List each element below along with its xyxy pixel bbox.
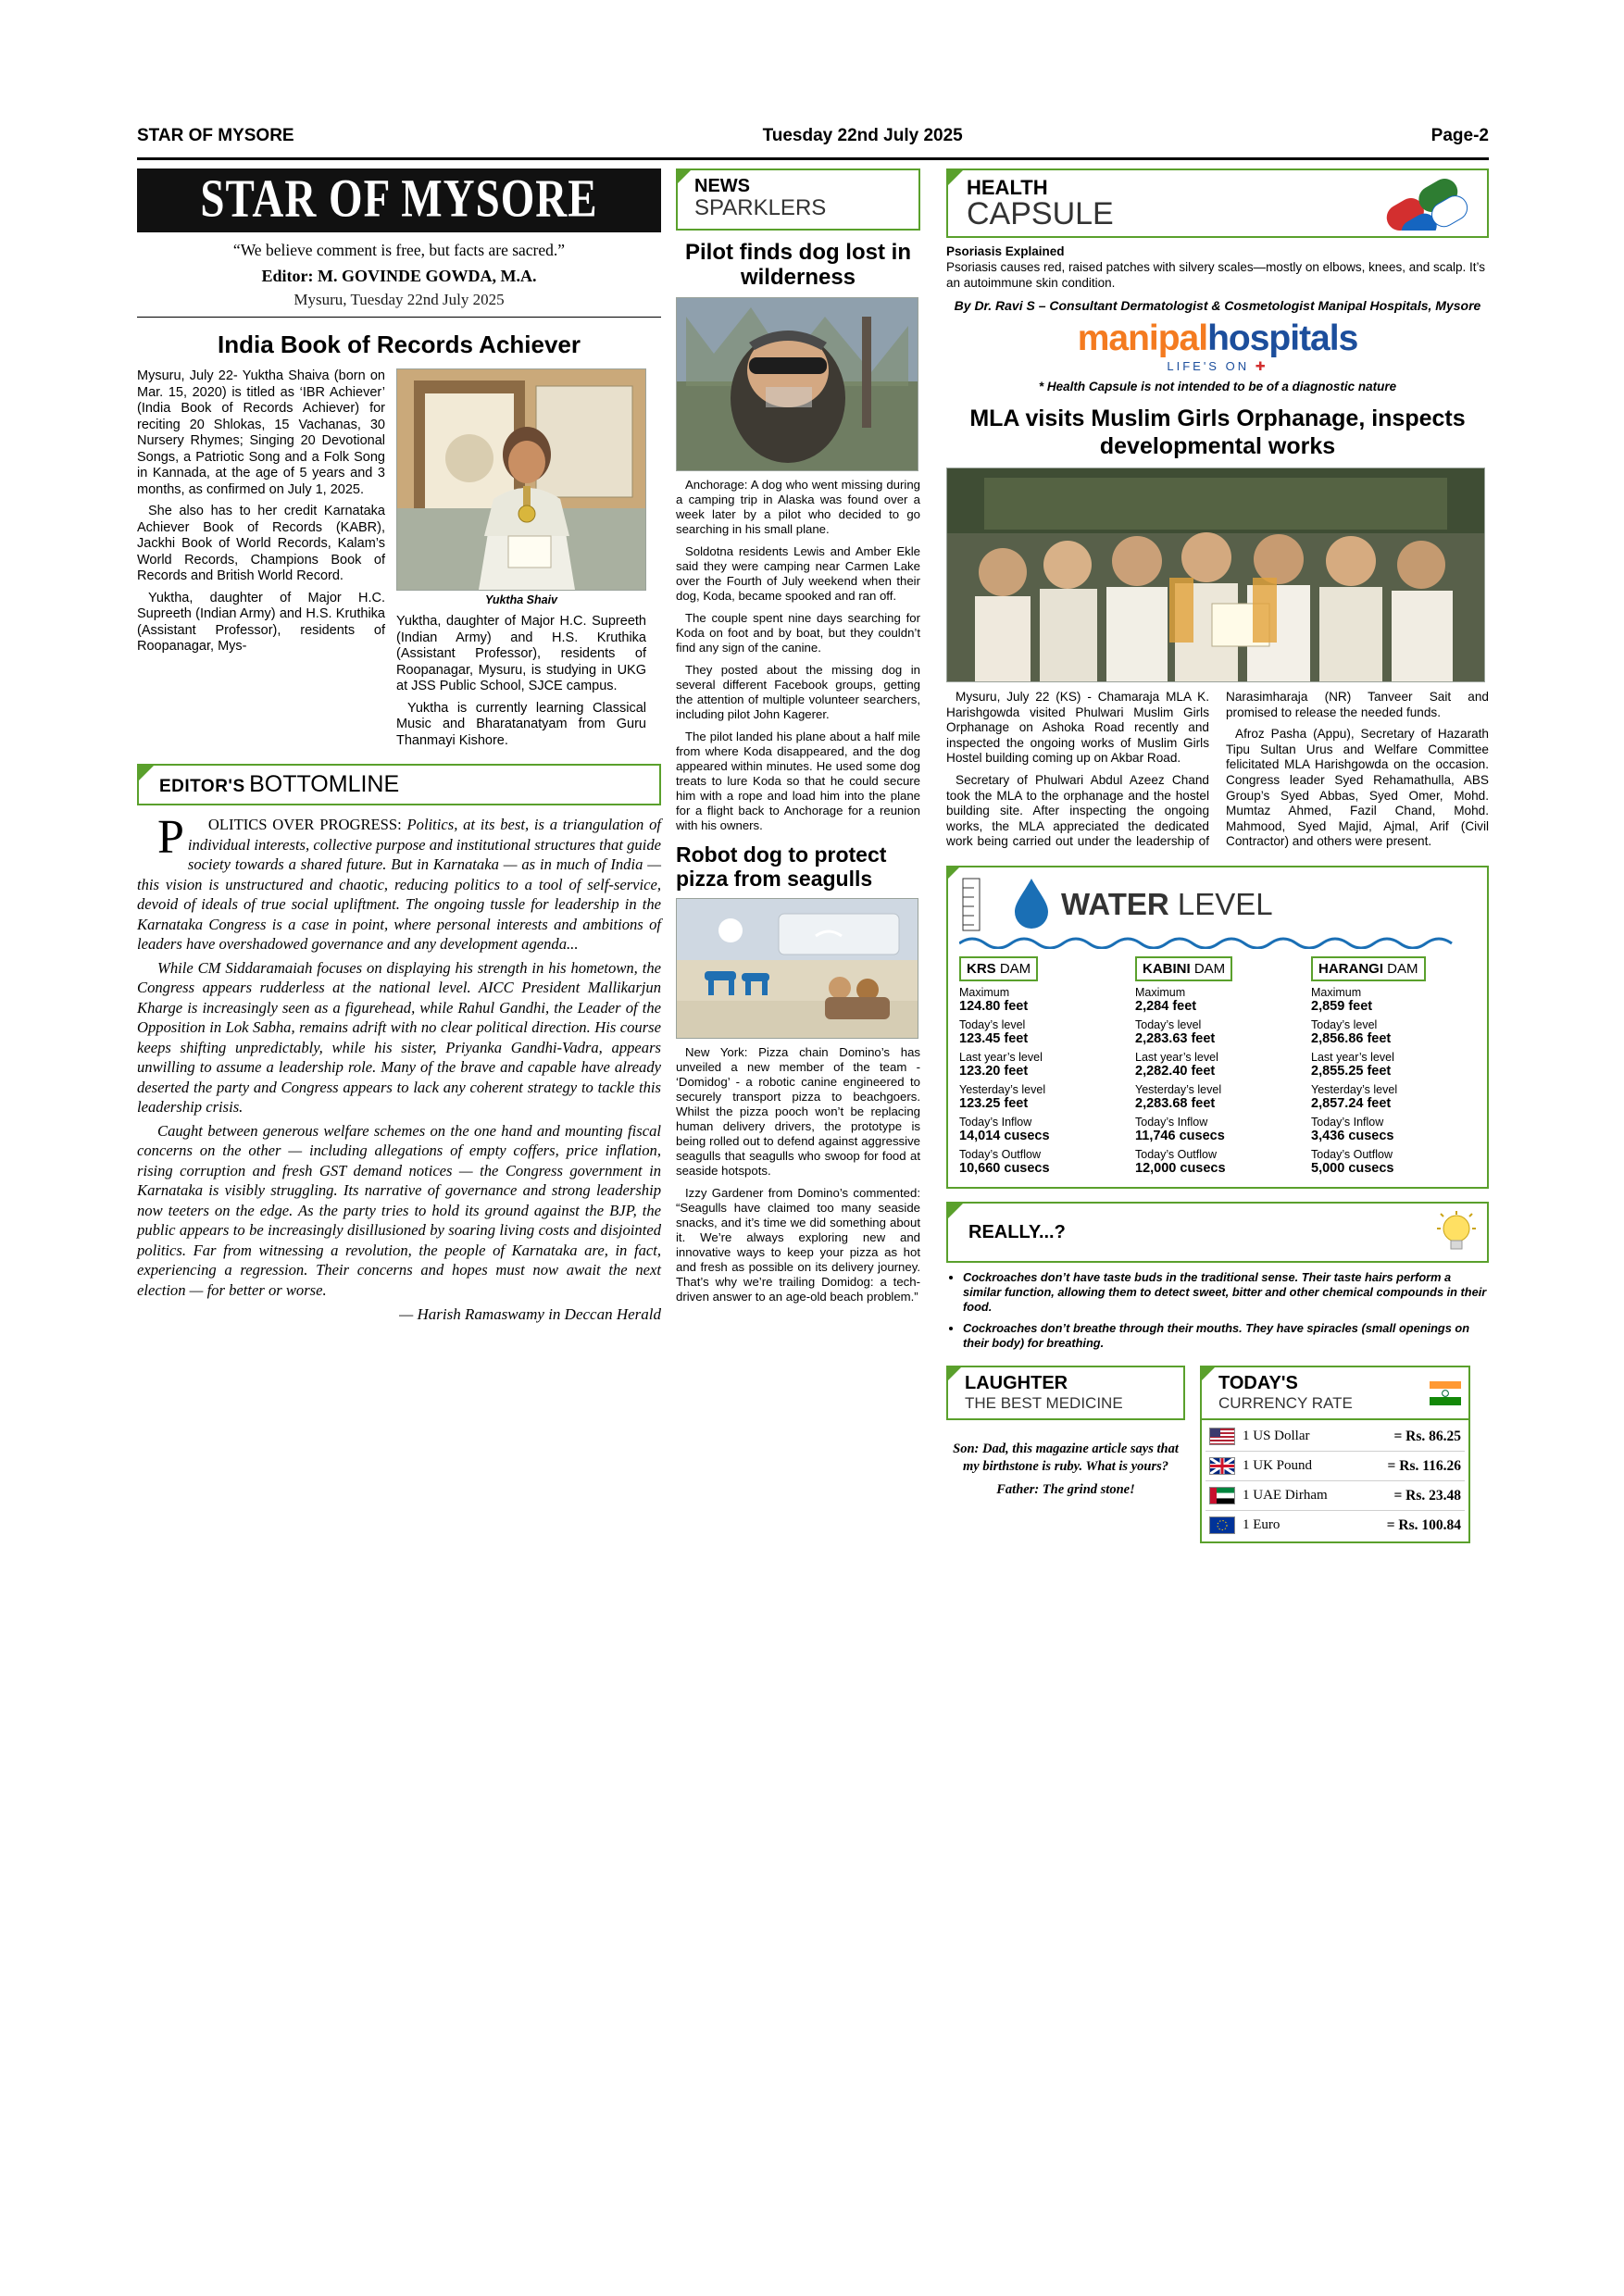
health-byline: By Dr. Ravi S – Consultant Dermatologist & Cosmetologist Manipal Hospitals, Mysore — [954, 298, 1481, 313]
ibr-para-4: Yuktha is currently learning Classical Music and Bharatanatyam from Guru Thanmayi Kishore. — [396, 700, 646, 748]
really-list — [963, 1270, 1489, 1351]
dam-kabini-lbl-3: Yesterday’s level — [1135, 1083, 1222, 1097]
really-item-1: • Cockroaches don’t have taste buds in the traditional sense. Their taste hairs perform a similar function, allowing them to detect sweet, bitter and other chemical compounds in their food. — [963, 1270, 1489, 1315]
dam-kabini-lbl-1: Today’s level — [1135, 1018, 1202, 1032]
currency-value-eur: = Rs. 100.84 — [1386, 1516, 1461, 1533]
dam-harangi-label: HARANGI DAM — [1311, 956, 1426, 981]
story1-para-3: The couple spent nine days searching for Koda on foot and by boat, but they couldn’t find any sign of the canine. — [676, 611, 920, 655]
dam-kabini-val-5: 12,000 cusecs — [1135, 1161, 1226, 1177]
dam-krs-lbl-1: Today’s level — [959, 1018, 1026, 1032]
joke-question: Son: Dad, this magazine article says that my birthstone is ruby. What is yours? — [953, 1441, 1179, 1475]
news-tab-light: SPARKLERS — [694, 195, 827, 220]
currency-tab-light: CURRENCY RATE — [1218, 1394, 1353, 1413]
dam-krs-val-3: 123.25 feet — [959, 1096, 1029, 1112]
story2-body — [676, 1045, 920, 1304]
gauge-icon — [959, 877, 1002, 932]
dam-krs-lbl-2: Last year’s level — [959, 1051, 1043, 1065]
bottom-row — [946, 1366, 1489, 1543]
editorial-byline: — Harish Ramaswamy in Deccan Herald — [399, 1305, 661, 1323]
dam-kabini-val-4: 11,746 cusecs — [1135, 1129, 1225, 1144]
editorial-tab-light: BOTTOMLINE — [249, 771, 400, 797]
column-middle — [676, 168, 920, 1312]
page-header — [137, 126, 1489, 146]
currency-name-aed: 1 UAE Dirham — [1243, 1488, 1328, 1504]
dam-harangi-lbl-2: Last year’s level — [1311, 1051, 1394, 1065]
water-level-panel — [946, 866, 1489, 1189]
masthead-editor: Editor: M. GOVINDE GOWDA, M.A. — [261, 267, 537, 285]
story2-headline: Robot dog to protect pizza from seagulls — [676, 842, 887, 891]
dam-harangi-lbl-0: Maximum — [1311, 986, 1362, 1000]
story2-para-1: New York: Pizza chain Domino’s has unveiled a new member of the team - ‘Domidog’ - a robotic canine engineered to securely transport pizza to beachgoers. Whilst the pizza pooch won’t be replacing human delivery drivers, the prototype is being rolled out to defend against aggressive seagulls that seagulls who swoop for food at seaside hotspots. — [676, 1045, 920, 1178]
water-title-bold: WATER — [1061, 887, 1169, 922]
dam-harangi-lbl-4: Today’s Inflow — [1311, 1116, 1384, 1129]
dam-kabini-val-1: 2,283.63 feet — [1135, 1031, 1216, 1047]
manipal-word-2: hospitals — [1207, 318, 1358, 358]
dam-kabini-lbl-5: Today’s Outflow — [1135, 1148, 1218, 1162]
dams-row — [959, 956, 1476, 1176]
editorial-lead: OLITICS OVER PROGRESS: — [207, 816, 402, 833]
story1-photo — [676, 297, 918, 471]
currency-header — [1200, 1366, 1470, 1420]
editorial-tab-bold: EDITOR'S — [159, 777, 245, 796]
masthead-rule — [137, 317, 661, 318]
story2-para-2: Izzy Gardener from Domino’s commented: “Seagulls have claimed too many seaside snacks, and it’s time we did something about it. We’re always exploring new and innovative ways to keep your pizza as hot and fresh as possible on its delivery journey. That’s why we’re trailing Domidog: a tech-driven answer to an age-old beach problem.” — [676, 1186, 920, 1304]
currency-row-usd — [1206, 1422, 1465, 1452]
currency-value-aed: = Rs. 23.48 — [1393, 1487, 1461, 1504]
currency-name-gbp: 1 UK Pound — [1243, 1458, 1313, 1474]
dam-krs-val-0: 124.80 feet — [959, 999, 1029, 1015]
really-header — [946, 1202, 1489, 1263]
lightbulb-icon — [1435, 1210, 1478, 1254]
mla-body — [946, 690, 1489, 853]
story1-body — [676, 478, 920, 833]
dam-krs-val-2: 123.20 feet — [959, 1064, 1029, 1079]
news-tab-bold: NEWS — [694, 176, 750, 196]
wave-divider-icon — [959, 934, 1474, 949]
currency-name-eur: 1 Euro — [1243, 1517, 1280, 1533]
joke-answer: Father: The grind stone! — [996, 1482, 1135, 1498]
masthead-place: Mysuru, Tuesday 22nd July 2025 — [294, 291, 505, 308]
header-rule — [137, 157, 1489, 160]
currency-list — [1200, 1420, 1470, 1543]
dam-harangi-lbl-5: Today’s Outflow — [1311, 1148, 1393, 1162]
story1-para-2: Soldotna residents Lewis and Amber Ekle said they were camping near Carmen Lake over the Fourth of July weekend when their dog, Koda, became spooked and ran off. — [676, 544, 920, 603]
dam-krs-lbl-4: Today’s Inflow — [959, 1116, 1032, 1129]
masthead-box — [137, 168, 661, 232]
dam-kabini-val-0: 2,284 feet — [1135, 999, 1197, 1015]
us-flag-icon — [1209, 1428, 1235, 1445]
capsule-icon — [1367, 179, 1478, 231]
uk-flag-icon — [1209, 1457, 1235, 1475]
water-title — [1061, 887, 1273, 922]
dam-harangi-lbl-1: Today’s level — [1311, 1018, 1378, 1032]
laughter-panel — [946, 1366, 1185, 1543]
uae-flag-icon — [1209, 1487, 1235, 1504]
header-page-number: Page-2 — [1430, 126, 1489, 145]
eu-flag-icon — [1209, 1516, 1235, 1534]
dam-kabini-lbl-2: Last year’s level — [1135, 1051, 1218, 1065]
really-item-2: • Cockroaches don’t breathe through their mouths. They have spiracles (small openings on their body) for breathing. — [963, 1321, 1489, 1351]
dam-harangi — [1311, 956, 1476, 1176]
health-tab-light: CAPSULE — [967, 196, 1114, 231]
dam-harangi-val-2: 2,855.25 feet — [1311, 1064, 1392, 1079]
dam-krs — [959, 956, 1124, 1176]
water-level-header — [959, 877, 1476, 932]
ibr-para-3a: Yuktha, daughter of Major H.C. Supreeth (Indian Army) and H.S. Kruthika (Assistant Professor), residents of Roopanagar, Mys- — [137, 590, 385, 654]
currency-row-aed — [1206, 1481, 1465, 1511]
ibr-article — [137, 368, 661, 749]
story1-headline: Pilot finds dog lost in wilderness — [685, 240, 911, 290]
currency-tab-bold: TODAY'S — [1218, 1373, 1298, 1394]
news-sparklers-header — [676, 168, 920, 231]
manipal-tagline: LIFE'S ON ✚ — [1167, 359, 1268, 373]
editorial-para-1 — [137, 811, 662, 955]
currency-panel — [1200, 1366, 1470, 1543]
currency-row-gbp — [1206, 1452, 1465, 1481]
really-panel — [946, 1202, 1489, 1351]
dam-harangi-val-5: 5,000 cusecs — [1311, 1161, 1394, 1177]
dam-kabini — [1135, 956, 1300, 1176]
editorial-header — [137, 764, 661, 805]
story2-photo — [676, 898, 918, 1039]
ibr-photo — [396, 368, 646, 591]
dam-kabini-val-2: 2,282.40 feet — [1135, 1064, 1216, 1079]
story1-para-5: The pilot landed his plane about a half mile from where Koda disappeared, and the dog appeared within minutes. He used some dog treats to lure Koda so that he could secure him with a rope and load him into the plane for a flight back to Anchorage for a reunion with his owners. — [676, 730, 920, 832]
water-drop-icon — [1011, 877, 1052, 932]
currency-value-usd: = Rs. 86.25 — [1393, 1428, 1461, 1444]
ibr-para-1: Mysuru, July 22- Yuktha Shaiva (born on Mar. 15, 2020) is titled as ‘IBR Achiever’ (India Book of Records Achiever) for reciting 20 Shlokas, 15 Vachanas, 30 Nursery Rhymes; Singing 20 Devotional Songs, a Patriotic Song and a Folk Song in Kannada, at the age of 5 years and 3 months, as confirmed on July 1, 2025. — [137, 368, 385, 497]
story1-para-1: Anchorage: A dog who went missing during a camping trip in Alaska was found over a week later by a pilot who decided to go searching in his small plane. — [676, 478, 920, 536]
editorial-body — [137, 811, 662, 1300]
currency-value-gbp: = Rs. 116.26 — [1387, 1457, 1461, 1474]
column-right — [946, 168, 1489, 1543]
currency-row-eur — [1206, 1511, 1465, 1540]
health-tab-bold: HEALTH — [967, 176, 1048, 199]
dam-krs-val-1: 123.45 feet — [959, 1031, 1029, 1047]
dam-krs-lbl-5: Today’s Outflow — [959, 1148, 1042, 1162]
manipal-word-1: manipal — [1077, 318, 1208, 358]
mla-para-2: Secretary of Phulwari Abdul Azeez Chand took the MLA to the orphanage and the hostel building site. After inspecting the ongoing works, the MLA appreciated the dedicated work being carried out under the leadership of Narasimharaja (NR) Tanveer Sait and promised to release the needed funds. — [946, 690, 1489, 849]
health-text: Psoriasis causes red, raised patches with silvery scales—mostly on elbows, knees, and scalp. It’s an autoimmune skin condition. — [946, 260, 1486, 290]
dam-harangi-lbl-3: Yesterday’s level — [1311, 1083, 1398, 1097]
health-disclaimer: * Health Capsule is not intended to be of a diagnostic nature — [1038, 380, 1397, 393]
ibr-para-3b: Yuktha, daughter of Major H.C. Supreeth (Indian Army) and H.S. Kruthika (Assistant Professor), residents of Roopanagar, Mysuru, is studying in UKG at JSS Public School, SJCE campus. — [396, 614, 646, 693]
dam-krs-lbl-3: Yesterday’s level — [959, 1083, 1046, 1097]
editorial-para-3: Caught between generous welfare schemes on the one hand and mounting fiscal concerns on the other — including allegations of empty coffers, price inflation, rising corruption and fresh GST demand notices — the Congress government in Karnataka is visibly struggling. Its narrative of governance and strong leadership now teeters on the edge. As the party tries to hold its ground against the BJP, the public appears to be increasingly disillusioned by soaring living costs and disjointed politics. Far from witnessing a revolution, the people of Karnataka are, in fact, experiencing a regression. Their concerns and hopes must now await the next election — for better or worse. — [137, 1121, 661, 1299]
water-title-light: LEVEL — [1177, 887, 1273, 922]
editorial-para-1-text: Politics, at its best, is a triangulation of individual interests, collective purpose and institutional structures that guide society towards a shared future. But in Karnataka — as in much of India — this vision is unstructured and chaotic, reducing politics to a tool of self-service, devoid of ideals of true social upliftment. The ongoing tussle for leadership in the Karnataka Congress is a case in point, where personal interests and ambitions of leaders have overshadowed governance and any development agenda... — [137, 816, 662, 953]
masthead-title: STAR OF MYSORE — [200, 168, 598, 230]
health-subject: Psoriasis Explained — [946, 244, 1065, 258]
laughter-header — [946, 1366, 1185, 1420]
editorial-para-2: While CM Siddaramaiah focuses on displaying his strength in his hometown, the Congress appears rudderless at the national level. AICC President Mallikarjun Kharge is increasingly seen as a figurehead, while Rahul Gandhi, the Leader of the Opposition in Lok Sabha, remains adrift with no clear political direction. His course keeps shifting unpredictably, while his sister, Priyanka Gandhi-Vadra, appears unwilling to assume a leadership role. Many of the brave and capable have already deserted the party and Congress appears to lack any coherent strategy to tackle this leadership crisis. — [137, 958, 661, 1116]
india-flag-icon — [1430, 1381, 1461, 1405]
mla-headline: MLA visits Muslim Girls Orphanage, inspects developmental works — [969, 406, 1466, 459]
mla-para-1: Mysuru, July 22 (KS) - Chamaraja MLA K. Harishgowda visited Phulwari Muslim Girls Orphanage on Ashoka Road recently and inspected the ongoing works of Muslim Girls Hostel building coming up on Akbar Road. — [946, 690, 1209, 766]
health-capsule-header — [946, 168, 1489, 238]
dam-harangi-val-4: 3,436 cusecs — [1311, 1129, 1394, 1144]
dam-harangi-val-0: 2,859 feet — [1311, 999, 1373, 1015]
dam-krs-val-4: 14,014 cusecs — [959, 1129, 1050, 1144]
ibr-photo-caption: Yuktha Shaiv — [484, 593, 558, 606]
dam-kabini-lbl-0: Maximum — [1135, 986, 1186, 1000]
ibr-para-2: She also has to her credit Karnataka Achiever Book of Records (KABR), Jackhi Book of World Records, Kalam’s World Records, Champions Book of Records and British World Record. — [137, 504, 385, 583]
header-date: Tuesday 22nd July 2025 — [762, 126, 963, 145]
laughter-tab-light: THE BEST MEDICINE — [965, 1394, 1123, 1413]
editorial-dropcap: P — [157, 811, 184, 864]
masthead-quote: “We believe comment is free, but facts are sacred.” — [232, 241, 566, 259]
currency-name-usd: 1 US Dollar — [1243, 1429, 1310, 1444]
dam-krs-lbl-0: Maximum — [959, 986, 1010, 1000]
dam-kabini-val-3: 2,283.68 feet — [1135, 1096, 1216, 1112]
header-left: STAR OF MYSORE — [137, 126, 294, 145]
dam-krs-label: KRS DAM — [959, 956, 1038, 981]
dam-kabini-lbl-4: Today’s Inflow — [1135, 1116, 1208, 1129]
story1-para-4: They posted about the missing dog in several different Facebook groups, getting the attention of multiple volunteer searchers, including pilot John Kagerer. — [676, 663, 920, 721]
mla-photo — [946, 468, 1485, 682]
manipal-logo — [946, 318, 1489, 374]
column-left — [137, 168, 661, 1324]
dam-harangi-val-1: 2,856.86 feet — [1311, 1031, 1392, 1047]
dam-harangi-val-3: 2,857.24 feet — [1311, 1096, 1392, 1112]
really-title: REALLY...? — [968, 1221, 1066, 1242]
mla-para-3: Afroz Pasha (Appu), Secretary of Hazarath Tipu Sultan Urus and Welfare Committee felicitated MLA Harishgowda on the occasion. Congress leader Syed Rehamathulla, ABS Group’s Syed Abbas, Syed Omer, Mohd. Mumtaz Ahmed, Fazil Chand, Mohd. Mahmood, Syed Majid, Ajmal, Arif (Civil Contractor) and others were present. — [1226, 727, 1489, 849]
dam-kabini-label: KABINI DAM — [1135, 956, 1232, 981]
laughter-tab-bold: LAUGHTER — [965, 1373, 1068, 1394]
ibr-headline: India Book of Records Achiever — [217, 331, 581, 358]
dam-krs-val-5: 10,660 cusecs — [959, 1161, 1050, 1177]
